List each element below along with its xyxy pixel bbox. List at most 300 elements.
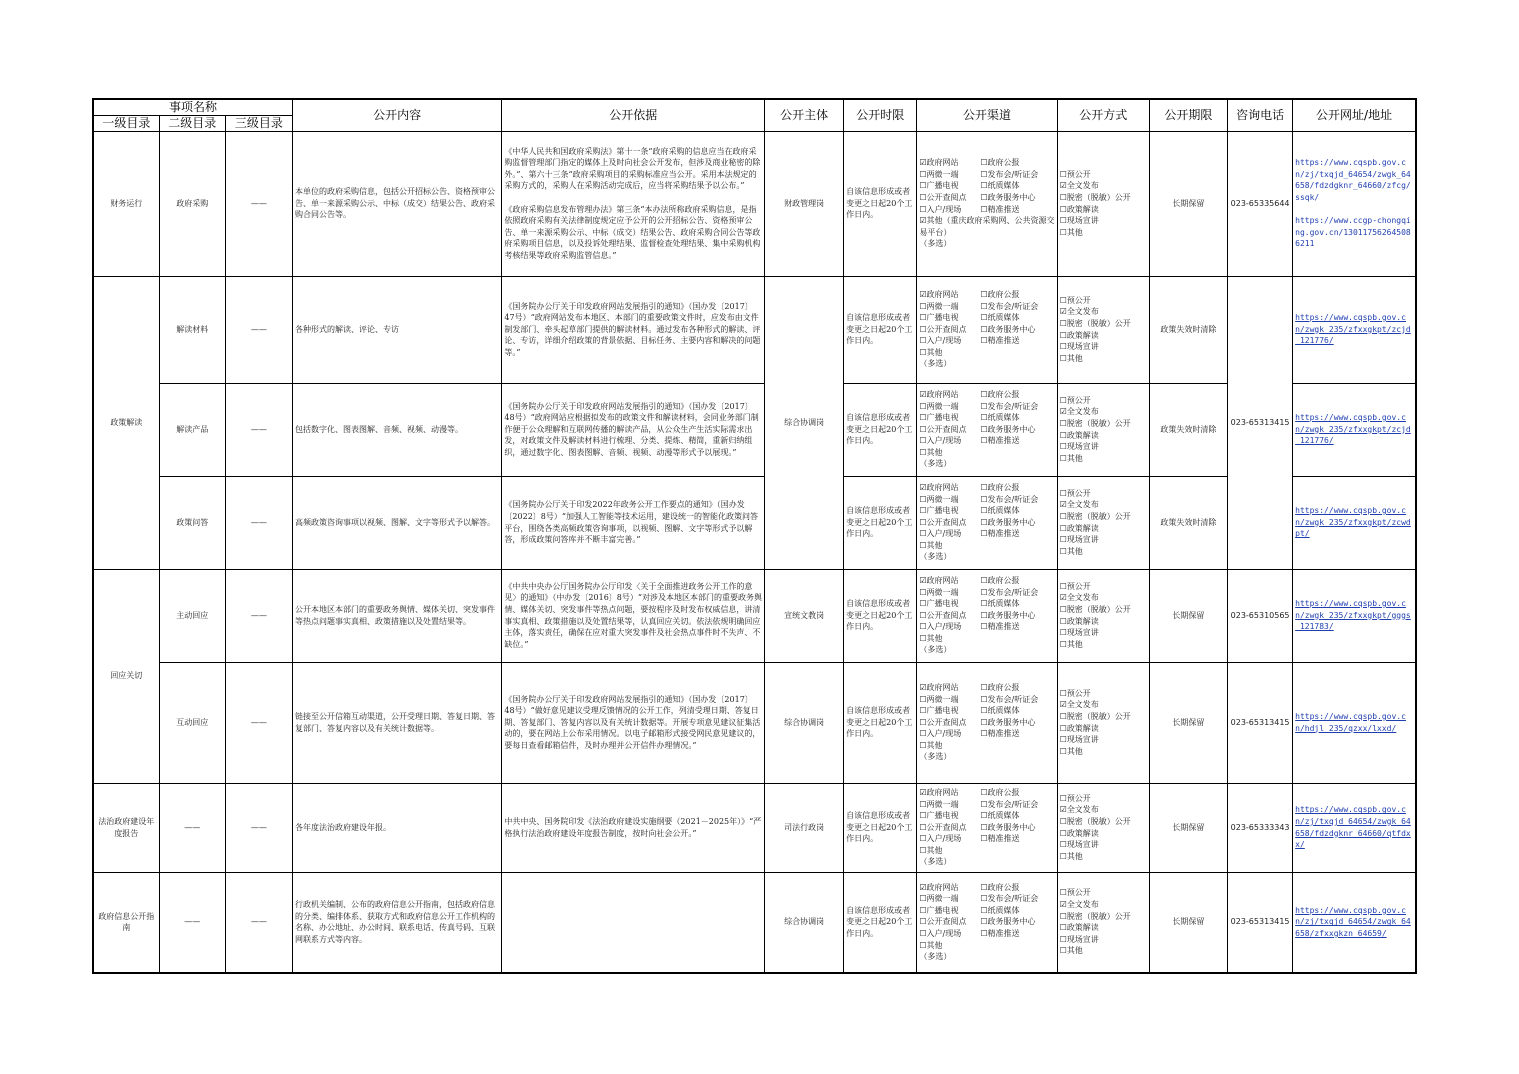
channel-option[interactable]: ☐纸质媒体 bbox=[980, 413, 1020, 423]
basis-cell bbox=[502, 872, 765, 973]
basis-paragraph: 《中华人民共和国政府采购法》第十一条“政府采购的信息应当在政府采购监督管理部门指定的媒体上及时向社会公开发布，但涉及商业秘密的除外。”、第六十三条“政府采购项目的采购标准应当公开。采用本法规定的采购方式的，采购人在采购活动完成后，应当将采购结果予以公布。” bbox=[504, 146, 761, 191]
channel-option-line bbox=[919, 682, 1054, 694]
channel-option[interactable]: ☐公开查阅点 bbox=[919, 517, 967, 527]
channel-option[interactable]: ☐发布会/听证会 bbox=[980, 494, 1039, 504]
url-link[interactable]: https://www.cqspb.gov.cn/zj/txqjd_64654/zwgk_64658/fdzdgknr_64660/zfcg/ssqk/ bbox=[1295, 158, 1411, 202]
channel-option[interactable]: ☐两微一端 bbox=[919, 694, 959, 704]
channel-option[interactable]: （多选） bbox=[919, 645, 952, 655]
channel-option[interactable]: （多选） bbox=[919, 552, 952, 562]
header-channel: 公开渠道 bbox=[917, 99, 1057, 131]
channel-option[interactable]: ☐两微一端 bbox=[919, 587, 959, 597]
period-cell: 长期保留 bbox=[1149, 569, 1227, 662]
channel-option[interactable]: ☐广播电视 bbox=[919, 706, 959, 716]
mode-option[interactable]: ☐预公开 bbox=[1059, 169, 1091, 179]
mode-option[interactable]: ☐现场宣讲 bbox=[1059, 934, 1099, 944]
channel-option[interactable]: ☐广播电视 bbox=[919, 181, 959, 191]
channel-option-line bbox=[919, 324, 1054, 336]
mode-option[interactable]: ☐现场宣讲 bbox=[1059, 442, 1099, 452]
channel-option[interactable]: ☑政府网站 bbox=[919, 682, 959, 692]
header-url: 公开网址/地址 bbox=[1293, 99, 1416, 131]
url-cell bbox=[1293, 569, 1416, 662]
channel-option[interactable]: ☐公开查阅点 bbox=[919, 610, 967, 620]
channel-option[interactable]: ☑政府网站 bbox=[919, 158, 959, 168]
channel-option[interactable]: ☑其他（重庆政府采购网、公共资源交易平台） bbox=[919, 216, 1055, 237]
channel-option-line bbox=[919, 412, 1054, 424]
header-level1: 一级目录 bbox=[93, 115, 159, 131]
channel-option[interactable]: ☐入户/现场 bbox=[919, 834, 962, 844]
url-link[interactable]: https://www.ccgp-chongqing.gov.cn/130117562645086211 bbox=[1295, 216, 1411, 249]
channel-option[interactable]: ☐精准推送 bbox=[980, 204, 1020, 214]
channel-option-line bbox=[919, 192, 1054, 204]
level3-cell: —— bbox=[225, 131, 292, 276]
content-cell: 公开本地区本部门的重要政务舆情、媒体关切、突发事件等热点问题事实真相、政策措施以及处置结果等。 bbox=[292, 569, 501, 662]
mode-cell bbox=[1057, 662, 1149, 783]
basis-spacer bbox=[504, 192, 762, 204]
channel-cell bbox=[917, 872, 1057, 973]
channel-option[interactable]: ☐发布会/听证会 bbox=[980, 301, 1039, 311]
channel-option[interactable]: ☐政府公报 bbox=[980, 482, 1020, 492]
channel-option[interactable]: ☐两微一端 bbox=[919, 401, 959, 411]
channel-option-line bbox=[919, 740, 1054, 752]
channel-option[interactable]: ☐政府公报 bbox=[980, 158, 1020, 168]
channel-option-line bbox=[919, 312, 1054, 324]
channel-option[interactable]: ☐政府公报 bbox=[980, 575, 1020, 585]
channel-cell bbox=[917, 383, 1057, 476]
channel-option[interactable]: ☐广播电视 bbox=[919, 811, 959, 821]
channel-option[interactable]: ☐公开查阅点 bbox=[919, 917, 967, 927]
channel-option-line bbox=[919, 575, 1054, 587]
mode-option[interactable]: ☐脱密（脱敏）公开 bbox=[1059, 192, 1131, 202]
time-limit-cell: 自该信息形成或者变更之日起20个工作日内。 bbox=[844, 131, 917, 276]
content-cell: 行政机关编制、公布的政府信息公开指南，包括政府信息的分类、编排体系、获取方式和政府信息公开工作机构的名称、办公地址、办公时间、联系电话、传真号码、互联网联系方式等内容。 bbox=[292, 872, 501, 973]
channel-option[interactable]: ☐发布会/听证会 bbox=[980, 894, 1039, 904]
time-limit-cell: 自该信息形成或者变更之日起20个工作日内。 bbox=[844, 476, 917, 569]
time-limit-cell: 自该信息形成或者变更之日起20个工作日内。 bbox=[844, 276, 917, 383]
mode-option[interactable]: ☐其他 bbox=[1059, 546, 1083, 556]
subject-cell: 综合协调岗 bbox=[765, 276, 844, 569]
channel-option-line bbox=[919, 435, 1054, 447]
channel-option[interactable]: ☑政府网站 bbox=[919, 575, 959, 585]
channel-option[interactable]: ☐政务服务中心 bbox=[980, 192, 1036, 202]
mode-cell bbox=[1057, 872, 1149, 973]
channel-option[interactable]: ☐政务服务中心 bbox=[980, 917, 1036, 927]
header-phone: 咨询电话 bbox=[1228, 99, 1293, 131]
channel-option-line bbox=[919, 610, 1054, 622]
mode-cell bbox=[1057, 783, 1149, 872]
mode-cell bbox=[1057, 476, 1149, 569]
level2-cell: 主动回应 bbox=[159, 569, 225, 662]
channel-option-line bbox=[919, 289, 1054, 301]
period-cell: 长期保留 bbox=[1149, 662, 1227, 783]
basis-cell: 《国务院办公厅关于印发2022年政务公开工作要点的通知》（国办发〔2022〕8号）“加强人工智能等技术运用，建设统一的智能化政策问答平台，围绕各类高频政策咨询事项，以视频、图解、文字等形式予以解答，形成政策问答库并不断丰富完善。” bbox=[502, 476, 765, 569]
channel-option-line bbox=[919, 528, 1054, 540]
channel-option[interactable]: ☐发布会/听证会 bbox=[980, 587, 1039, 597]
channel-option-line bbox=[919, 598, 1054, 610]
channel-option[interactable]: ☐发布会/听证会 bbox=[980, 694, 1039, 704]
content-cell: 包括数字化、图表图解、音频、视频、动漫等。 bbox=[292, 383, 501, 476]
mode-option[interactable]: ☑全文发布 bbox=[1059, 593, 1099, 603]
mode-option[interactable]: ☐脱密（脱敏）公开 bbox=[1059, 711, 1131, 721]
channel-option-line bbox=[919, 882, 1054, 894]
content-cell: 各种形式的解读、评论、专访 bbox=[292, 276, 501, 383]
channel-option[interactable]: （多选） bbox=[919, 459, 952, 469]
channel-option[interactable]: ☐入户/现场 bbox=[919, 204, 962, 214]
mode-option[interactable]: ☐政策解读 bbox=[1059, 204, 1099, 214]
channel-option-line bbox=[919, 389, 1054, 401]
channel-option-line bbox=[919, 551, 1054, 563]
channel-cell bbox=[917, 783, 1057, 872]
mode-option[interactable]: ☐现场宣讲 bbox=[1059, 216, 1099, 226]
channel-option-line bbox=[919, 940, 1054, 952]
channel-option[interactable]: ☐入户/现场 bbox=[919, 436, 962, 446]
channel-option[interactable]: ☐入户/现场 bbox=[919, 729, 962, 739]
level2-cell: 政策问答 bbox=[159, 476, 225, 569]
level3-cell: —— bbox=[225, 476, 292, 569]
content-cell: 高频政策咨询事项以视频、图解、文字等形式予以解答。 bbox=[292, 476, 501, 569]
mode-option[interactable]: ☐政策解读 bbox=[1059, 330, 1099, 340]
mode-option[interactable]: ☐政策解读 bbox=[1059, 923, 1099, 933]
channel-option-line bbox=[919, 822, 1054, 834]
mode-option[interactable]: ☑全文发布 bbox=[1059, 307, 1099, 317]
channel-option-line bbox=[919, 928, 1054, 940]
url-cell bbox=[1293, 131, 1416, 276]
channel-option[interactable]: ☐纸质媒体 bbox=[980, 905, 1020, 915]
channel-option[interactable]: ☐广播电视 bbox=[919, 905, 959, 915]
channel-option[interactable]: ☐两微一端 bbox=[919, 799, 959, 809]
mode-option[interactable]: ☐政策解读 bbox=[1059, 828, 1099, 838]
table-row bbox=[93, 476, 1416, 569]
channel-option[interactable]: ☐其他 bbox=[919, 940, 943, 950]
mode-option[interactable]: ☐预公开 bbox=[1059, 793, 1091, 803]
mode-option[interactable]: ☐现场宣讲 bbox=[1059, 342, 1099, 352]
basis-cell: 《国务院办公厅关于印发政府网站发展指引的通知》（国办发〔2017〕47号）“政府网站发布本地区、本部门的重要政策文件时，应发布由文件制发部门、牵头起草部门提供的解读材料。通过发布各种形式的解读、评论、专访，详细介绍政策的背景依据、目标任务、主要内容和解决的问题等。” bbox=[502, 276, 765, 383]
channel-option[interactable]: ☐入户/现场 bbox=[919, 622, 962, 632]
mode-option[interactable]: ☐现场宣讲 bbox=[1059, 535, 1099, 545]
channel-option-line bbox=[919, 540, 1054, 552]
url-link[interactable]: https://www.cqspb.gov.cn/zwgk_235/zfxxgkpt/zcjd_121776/ bbox=[1295, 413, 1411, 446]
mode-option[interactable]: ☐其他 bbox=[1059, 946, 1083, 956]
channel-option-line bbox=[919, 458, 1054, 470]
header-item-name: 事项名称 bbox=[93, 99, 292, 115]
channel-option[interactable]: ☐政务服务中心 bbox=[980, 324, 1036, 334]
channel-option-line bbox=[919, 587, 1054, 599]
channel-option-line bbox=[919, 447, 1054, 459]
mode-option[interactable]: ☐其他 bbox=[1059, 851, 1083, 861]
url-link[interactable]: https://www.cqspb.gov.cn/zwgk_235/zfxxgkpt/zcjd_121776/ bbox=[1295, 313, 1411, 346]
subject-cell: 综合协调岗 bbox=[765, 662, 844, 783]
period-cell: 长期保留 bbox=[1149, 131, 1227, 276]
channel-option[interactable]: ☐公开查阅点 bbox=[919, 717, 967, 727]
channel-option-line bbox=[919, 799, 1054, 811]
channel-option[interactable]: （多选） bbox=[919, 752, 952, 762]
phone-cell: 023-65313415 bbox=[1228, 662, 1293, 783]
channel-option[interactable]: ☐入户/现场 bbox=[919, 529, 962, 539]
channel-option-line bbox=[919, 505, 1054, 517]
channel-option[interactable]: ☐政务服务中心 bbox=[980, 610, 1036, 620]
level1-cell: 法治政府建设年度报告 bbox=[93, 783, 159, 872]
channel-option[interactable]: ☐发布会/听证会 bbox=[980, 799, 1039, 809]
mode-option[interactable]: ☐政策解读 bbox=[1059, 723, 1099, 733]
channel-option[interactable]: ☐精准推送 bbox=[980, 529, 1020, 539]
url-link[interactable]: https://www.cqspb.gov.cn/zwgk_235/zfxxgkpt/gggs_121783/ bbox=[1295, 599, 1411, 632]
channel-option-line bbox=[919, 644, 1054, 656]
channel-option[interactable]: （多选） bbox=[919, 857, 952, 867]
phone-cell: 023-65313415 bbox=[1228, 276, 1293, 569]
channel-option-line bbox=[919, 633, 1054, 645]
mode-option[interactable]: ☑全文发布 bbox=[1059, 407, 1099, 417]
mode-option[interactable]: ☐脱密（脱敏）公开 bbox=[1059, 604, 1131, 614]
mode-cell bbox=[1057, 569, 1149, 662]
level3-cell: —— bbox=[225, 569, 292, 662]
mode-option[interactable]: ☐政策解读 bbox=[1059, 430, 1099, 440]
mode-option[interactable]: ☑全文发布 bbox=[1059, 500, 1099, 510]
channel-option[interactable]: ☐公开查阅点 bbox=[919, 192, 967, 202]
content-cell: 各年度法治政府建设年报。 bbox=[292, 783, 501, 872]
channel-option-line bbox=[919, 482, 1054, 494]
channel-option[interactable]: ☐其他 bbox=[919, 633, 943, 643]
content-cell: 本单位的政府采购信息，包括公开招标公告、资格预审公告、单一来源采购公示、中标（成交）结果公告、政府采购合同公告等。 bbox=[292, 131, 501, 276]
mode-option[interactable]: ☐现场宣讲 bbox=[1059, 840, 1099, 850]
channel-option-line bbox=[919, 169, 1054, 181]
url-link[interactable]: https://www.cqspb.gov.cn/hdjl_235/qzxx/lxxd/ bbox=[1295, 711, 1406, 733]
mode-option[interactable]: ☐其他 bbox=[1059, 746, 1083, 756]
channel-option-line bbox=[919, 401, 1054, 413]
mode-option[interactable]: ☐预公开 bbox=[1059, 488, 1091, 498]
channel-option[interactable]: ☐入户/现场 bbox=[919, 929, 962, 939]
period-cell: 长期保留 bbox=[1149, 783, 1227, 872]
channel-option[interactable]: ☐公开查阅点 bbox=[919, 424, 967, 434]
table-row bbox=[93, 662, 1416, 783]
level3-cell: —— bbox=[225, 872, 292, 973]
table-row bbox=[93, 131, 1416, 276]
channel-option-line bbox=[919, 694, 1054, 706]
channel-option-line bbox=[919, 347, 1054, 359]
url-link[interactable]: https://www.cqspb.gov.cn/zwgk_235/zfxxgkpt/zcwdpt/ bbox=[1295, 506, 1411, 539]
subject-cell: 司法行政岗 bbox=[765, 783, 844, 872]
channel-option[interactable]: ☐其他 bbox=[919, 540, 943, 550]
level2-cell: 解读产品 bbox=[159, 383, 225, 476]
channel-option[interactable]: （多选） bbox=[919, 952, 952, 962]
channel-option[interactable]: ☑政府网站 bbox=[919, 787, 959, 797]
level2-cell: 解读材料 bbox=[159, 276, 225, 383]
mode-option[interactable]: ☐其他 bbox=[1059, 353, 1083, 363]
channel-option[interactable]: ☐政府公报 bbox=[980, 882, 1020, 892]
channel-option[interactable]: ☐纸质媒体 bbox=[980, 811, 1020, 821]
basis-cell bbox=[502, 131, 765, 276]
table-row bbox=[93, 783, 1416, 872]
mode-cell bbox=[1057, 276, 1149, 383]
header-period: 公开期限 bbox=[1149, 99, 1227, 131]
mode-option[interactable]: ☐脱密（脱敏）公开 bbox=[1059, 511, 1131, 521]
channel-option-line bbox=[919, 204, 1054, 216]
channel-cell bbox=[917, 476, 1057, 569]
url-link[interactable]: https://www.cqspb.gov.cn/zj/txqjd_64654/zwgk_64658/fdzdgknr_64660/qtfdxx/ bbox=[1295, 805, 1411, 850]
channel-option[interactable]: ☑政府网站 bbox=[919, 882, 959, 892]
channel-option[interactable]: ☐入户/现场 bbox=[919, 336, 962, 346]
time-limit-cell: 自该信息形成或者变更之日起20个工作日内。 bbox=[844, 569, 917, 662]
channel-option[interactable]: ☐精准推送 bbox=[980, 336, 1020, 346]
mode-option[interactable]: ☐预公开 bbox=[1059, 688, 1091, 698]
header-time-limit: 公开时限 bbox=[844, 99, 917, 131]
channel-option-line bbox=[919, 751, 1054, 763]
phone-cell: 023-65335644 bbox=[1228, 131, 1293, 276]
subject-cell: 综合协调岗 bbox=[765, 872, 844, 973]
channel-option-line bbox=[919, 951, 1054, 963]
header-level2: 二级目录 bbox=[159, 115, 225, 131]
channel-option-line bbox=[919, 728, 1054, 740]
channel-option[interactable]: ☐广播电视 bbox=[919, 413, 959, 423]
level2-cell: 政府采购 bbox=[159, 131, 225, 276]
channel-option[interactable]: ☐公开查阅点 bbox=[919, 822, 967, 832]
url-cell bbox=[1293, 783, 1416, 872]
channel-option[interactable]: ☐政务服务中心 bbox=[980, 822, 1036, 832]
channel-option-line bbox=[919, 494, 1054, 506]
channel-option[interactable]: ☐政务服务中心 bbox=[980, 517, 1036, 527]
table-row bbox=[93, 383, 1416, 476]
channel-option[interactable]: ☐广播电视 bbox=[919, 599, 959, 609]
subject-cell: 宣统文教岗 bbox=[765, 569, 844, 662]
period-cell: 政策失效时清除 bbox=[1149, 276, 1227, 383]
channel-option[interactable]: ☑政府网站 bbox=[919, 389, 959, 399]
mode-option[interactable]: ☐脱密（脱敏）公开 bbox=[1059, 318, 1131, 328]
channel-option[interactable]: ☐纸质媒体 bbox=[980, 706, 1020, 716]
mode-option[interactable]: ☐预公开 bbox=[1059, 295, 1091, 305]
channel-option[interactable]: ☐其他 bbox=[919, 845, 943, 855]
mode-option[interactable]: ☐脱密（脱敏）公开 bbox=[1059, 911, 1131, 921]
channel-option[interactable]: ☐政府公报 bbox=[980, 682, 1020, 692]
channel-option[interactable]: ☐两微一端 bbox=[919, 301, 959, 311]
channel-option-line bbox=[919, 301, 1054, 313]
url-cell bbox=[1293, 476, 1416, 569]
basis-cell: 《国务院办公厅关于印发政府网站发展指引的通知》（国办发〔2017〕48号）“做好意见建议受理反馈情况的公开工作，列清受理日期、答复日期、答复部门、答复内容以及有关统计数据等。开展专项意见建议征集活动的，要在网站上公布采用情况。以电子邮箱形式接受网民意见建议的，要每日查看邮箱信件，及时办理并公开信件办理情况。” bbox=[502, 662, 765, 783]
channel-option[interactable]: ☐广播电视 bbox=[919, 506, 959, 516]
time-limit-cell: 自该信息形成或者变更之日起20个工作日内。 bbox=[844, 662, 917, 783]
url-cell bbox=[1293, 662, 1416, 783]
channel-option[interactable]: ☐其他 bbox=[919, 447, 943, 457]
period-cell: 政策失效时清除 bbox=[1149, 383, 1227, 476]
channel-option[interactable]: ☐发布会/听证会 bbox=[980, 169, 1039, 179]
channel-option[interactable]: ☐两微一端 bbox=[919, 169, 959, 179]
url-cell bbox=[1293, 383, 1416, 476]
channel-option-line bbox=[919, 424, 1054, 436]
basis-paragraph: 《政府采购信息发布管理办法》第三条“本办法所称政府采购信息，是指依照政府采购有关法律制度规定应予公开的公开招标公告、资格预审公告、单一来源采购公示、中标（成交）结果公告、政府采购合同公告等政府采购项目信息，以及投诉处理结果、监督检查处理结果、集中采购机构考核结果等政府采购监管信息。” bbox=[504, 204, 761, 260]
channel-option[interactable]: ☐两微一端 bbox=[919, 894, 959, 904]
channel-option[interactable]: （多选） bbox=[919, 239, 952, 249]
channel-option-line bbox=[919, 717, 1054, 729]
channel-option[interactable]: ☐纸质媒体 bbox=[980, 599, 1020, 609]
channel-option-line bbox=[919, 893, 1054, 905]
channel-option-line bbox=[919, 358, 1054, 370]
mode-option[interactable]: ☐现场宣讲 bbox=[1059, 735, 1099, 745]
level1-cell: 财务运行 bbox=[93, 131, 159, 276]
channel-option[interactable]: ☐政府公报 bbox=[980, 289, 1020, 299]
header-mode: 公开方式 bbox=[1057, 99, 1149, 131]
channel-option-line bbox=[919, 845, 1054, 857]
mode-option[interactable]: ☑全文发布 bbox=[1059, 805, 1099, 815]
channel-option[interactable]: ☐精准推送 bbox=[980, 436, 1020, 446]
mode-option[interactable]: ☐预公开 bbox=[1059, 581, 1091, 591]
level1-cell: 回应关切 bbox=[93, 569, 159, 783]
phone-cell: 023-65313415 bbox=[1228, 872, 1293, 973]
channel-option[interactable]: ☐政务服务中心 bbox=[980, 424, 1036, 434]
channel-option[interactable]: ☐政府公报 bbox=[980, 787, 1020, 797]
channel-option[interactable]: ☐广播电视 bbox=[919, 313, 959, 323]
channel-cell bbox=[917, 569, 1057, 662]
channel-option-line bbox=[919, 621, 1054, 633]
channel-option[interactable]: ☐纸质媒体 bbox=[980, 181, 1020, 191]
mode-option[interactable]: ☐其他 bbox=[1059, 227, 1083, 237]
disclosure-table bbox=[92, 98, 1417, 974]
channel-cell bbox=[917, 276, 1057, 383]
mode-option[interactable]: ☑全文发布 bbox=[1059, 700, 1099, 710]
channel-option-line bbox=[919, 215, 1054, 238]
channel-option[interactable]: ☐政务服务中心 bbox=[980, 717, 1036, 727]
channel-option-line bbox=[919, 787, 1054, 799]
channel-option[interactable]: ☐精准推送 bbox=[980, 729, 1020, 739]
mode-option[interactable]: ☑全文发布 bbox=[1059, 181, 1099, 191]
table-row bbox=[93, 569, 1416, 662]
mode-cell bbox=[1057, 383, 1149, 476]
channel-option-line bbox=[919, 810, 1054, 822]
channel-option-line bbox=[919, 833, 1054, 845]
channel-option[interactable]: ☐其他 bbox=[919, 740, 943, 750]
channel-option[interactable]: ☐政府公报 bbox=[980, 389, 1020, 399]
channel-option[interactable]: ☐精准推送 bbox=[980, 929, 1020, 939]
mode-option[interactable]: ☐其他 bbox=[1059, 453, 1083, 463]
mode-option[interactable]: ☐现场宣讲 bbox=[1059, 628, 1099, 638]
channel-option-line bbox=[919, 517, 1054, 529]
channel-option-line bbox=[919, 905, 1054, 917]
period-cell: 政策失效时清除 bbox=[1149, 476, 1227, 569]
basis-cell: 《国务院办公厅关于印发政府网站发展指引的通知》（国办发〔2017〕48号）“政府网站应根据拟发布的政策文件和解读材料，会同业务部门制作便于公众理解和互联网传播的解读产品，从公众生产生活实际需求出发，对政策文件及解读材料进行梳理、分类、提炼、精简，重新归纳组织，通过数字化、图表图解、音频、视频、动漫等形式予以展现。” bbox=[502, 383, 765, 476]
url-cell bbox=[1293, 276, 1416, 383]
channel-option[interactable]: ☐精准推送 bbox=[980, 622, 1020, 632]
mode-option[interactable]: ☑全文发布 bbox=[1059, 900, 1099, 910]
time-limit-cell: 自该信息形成或者变更之日起20个工作日内。 bbox=[844, 872, 917, 973]
url-link[interactable]: https://www.cqspb.gov.cn/zj/txqjd_64654/zwgk_64658/zfxxgkzn_64659/ bbox=[1295, 905, 1411, 939]
channel-option[interactable]: ☐两微一端 bbox=[919, 494, 959, 504]
channel-option[interactable]: ☐发布会/听证会 bbox=[980, 401, 1039, 411]
channel-option[interactable]: ☑政府网站 bbox=[919, 482, 959, 492]
mode-option[interactable]: ☐脱密（脱敏）公开 bbox=[1059, 418, 1131, 428]
header-subject: 公开主体 bbox=[765, 99, 844, 131]
mode-option[interactable]: ☐政策解读 bbox=[1059, 523, 1099, 533]
subject-cell: 财政管理岗 bbox=[765, 131, 844, 276]
channel-option-line bbox=[919, 705, 1054, 717]
url-cell bbox=[1293, 872, 1416, 973]
mode-option[interactable]: ☐预公开 bbox=[1059, 395, 1091, 405]
mode-option[interactable]: ☐预公开 bbox=[1059, 888, 1091, 898]
table-row bbox=[93, 276, 1416, 383]
channel-option-line bbox=[919, 335, 1054, 347]
channel-option[interactable]: （多选） bbox=[919, 359, 952, 369]
channel-option-line bbox=[919, 238, 1054, 250]
channel-option[interactable]: ☑政府网站 bbox=[919, 289, 959, 299]
mode-option[interactable]: ☐政策解读 bbox=[1059, 616, 1099, 626]
phone-cell: 023-65333343 bbox=[1228, 783, 1293, 872]
channel-option-line bbox=[919, 856, 1054, 868]
channel-option[interactable]: ☐公开查阅点 bbox=[919, 324, 967, 334]
channel-option-line bbox=[919, 180, 1054, 192]
channel-option[interactable]: ☐纸质媒体 bbox=[980, 313, 1020, 323]
level3-cell: —— bbox=[225, 383, 292, 476]
channel-option[interactable]: ☐其他 bbox=[919, 347, 943, 357]
mode-option[interactable]: ☐脱密（脱敏）公开 bbox=[1059, 816, 1131, 826]
mode-option[interactable]: ☐其他 bbox=[1059, 639, 1083, 649]
channel-cell bbox=[917, 131, 1057, 276]
channel-option[interactable]: ☐精准推送 bbox=[980, 834, 1020, 844]
channel-option[interactable]: ☐纸质媒体 bbox=[980, 506, 1020, 516]
